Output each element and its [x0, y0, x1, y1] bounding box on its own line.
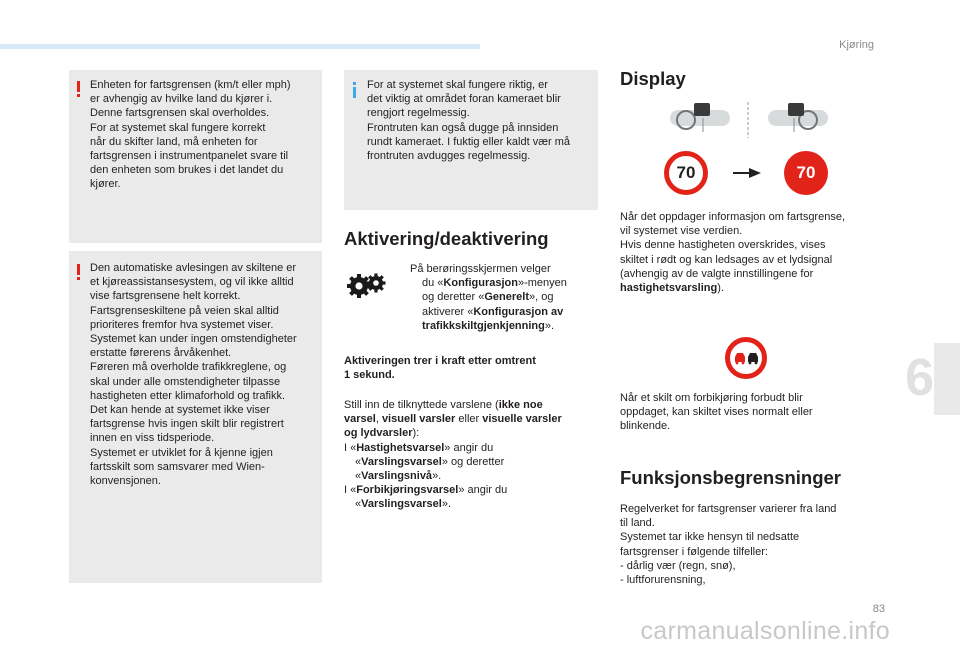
section-label: Kjøring: [839, 39, 874, 51]
page-number: 83: [872, 603, 885, 615]
limitations-text: Regelverket for fartsgrenser varierer fra land til land. Systemet tar ikke hensyn til nedsatte fartsgrenser i følgende tilfeller: - dårlig vær (regn, snø), - luftforurensning,: [620, 503, 837, 587]
info-text-camera: For at systemet skal fungere riktig, er det viktig at området foran kameraet blir rengjort regelmessig. Frontruten kan også dugge på innsiden rundt kameraet. I fuktig eller kaldt vær må frontruten avdugges regelmessig.: [367, 79, 570, 163]
info-icon: [353, 82, 357, 98]
warning-text-units: Enheten for fartsgrensen (km/t eller mph) er avhengig av hvilke land du kjører i. Denne fartsgrensen skal overholdes. For at systemet skal fungere korrekt når du skifter land, må enheten for fartsgrensen i instrumentpanelet svare til den enheten som brukes i det landet du kjører.: [90, 79, 291, 191]
heading-limitations: Funksjonsbegrensninger: [620, 467, 842, 488]
speed-sign-normal: 70: [664, 151, 708, 195]
display-description: Når det oppdager informasjon om fartsgrense, vil systemet vise verdien. Hvis denne hastigheten overskrides, vises skiltet i rødt og kan ledsages av et lydsignal (avhengig av de valgte innstillingene for hastighetsvarsling).: [620, 211, 846, 295]
activation-note: Aktiveringen trer i kraft etter omtrent 1 sekund.: [344, 355, 536, 382]
no-overtaking-sign: [725, 337, 767, 379]
speed-sign-exceeded: 70: [784, 151, 828, 195]
chapter-number: 6: [905, 349, 934, 407]
camera-icon: [788, 103, 804, 116]
cars-icon: [734, 351, 760, 365]
watermark: carmanualsonline.info: [640, 617, 890, 645]
warning-icon: [77, 264, 81, 280]
activation-step: På berøringsskjermen velger du «Konfigurasjon»-menyen og deretter «Generelt», og aktiverer «Konfigurasjon av trafikkskiltgjenkjenning».: [410, 263, 567, 332]
arrow-right-icon: [732, 165, 762, 181]
heading-display: Display: [620, 68, 686, 89]
warning-icon: [77, 81, 81, 97]
gear-settings-icon: [346, 270, 388, 300]
no-overtaking-description: Når et skilt om forbikjøring forbudt blir oppdaget, kan skiltet vises normalt eller blinkende.: [620, 392, 813, 433]
warning-text-system: Den automatiske avlesingen av skiltene er et kjøreassistansesystem, og vil ikke alltid vise fartsgrensene helt korrekt. Fartsgrenseskiltene på veien skal alltid prioriteres fremfor hva systemet viser. Systemet kan under ingen omstendigheter erstatte førerens årvåkenhet. Føreren må overholde trafikkreglene, og skal under alle omstendigheter tilpasse hastigheten etter klimaforhold og trafikk. Det kan hende at systemet ikke viser fartsgrense hvis ingen skilt blir registrert innen en viss tidsperiode. Systemet er utviklet for å kjenne igjen fartsskilt som samsvarer med Wien- konvensjonen.: [90, 262, 297, 488]
alerts-settings: Still inn de tilknyttede varslene (ikke noe varsel, visuell varsler eller visuelle varsler og lydvarsler): I «Hastighetsvarsel» angir du «Varslingsvarsel» og deretter «Varslingsnivå». I «Forbikjøringsvarsel» angir du «Varslingsvarsel».: [344, 399, 562, 511]
chapter-tab: [934, 343, 960, 415]
camera-icon: [694, 103, 710, 116]
header-bar: [0, 44, 480, 49]
heading-activation: Aktivering/deaktivering: [344, 228, 549, 249]
dashboard-illustration: [660, 100, 840, 140]
